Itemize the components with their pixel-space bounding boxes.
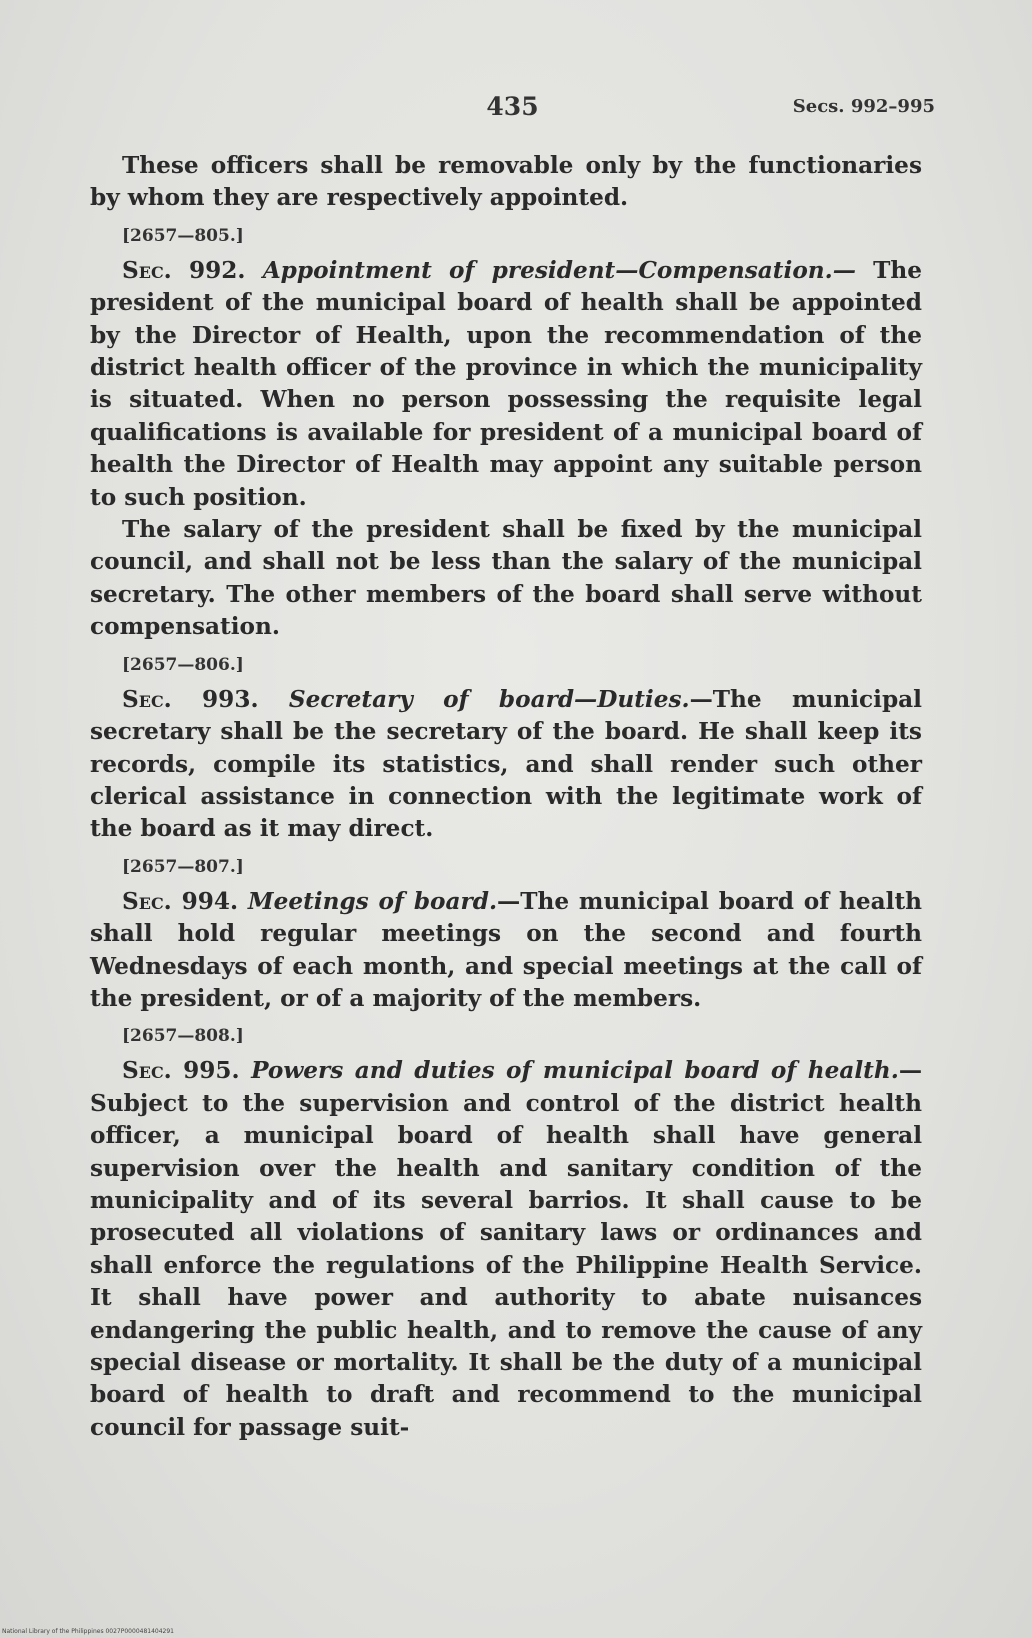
section-number: Sec. 994.	[122, 887, 239, 915]
section-body: The president of the municipal board of health shall be appointed by the Director of Health, upon the recommendation of the district health officer of the province in which the municipality is situated. When no person possessing the requisite legal qualifications is available for president of a municipal board of health the Director of Health may appoint any suitable person to such position.	[90, 256, 923, 511]
section-title: Powers and duties of municipal board of health.	[251, 1057, 899, 1085]
page-header	[90, 92, 935, 132]
section-number: Sec. 993.	[122, 685, 259, 713]
section-title: Meetings of board.	[247, 887, 498, 915]
section-body: —The municipal secretary shall be the secretary of the board. He shall keep its records, compile its statistics, and shall render such other clerical assistance in connection with the legitimate work of the board as it may direct.	[90, 685, 922, 843]
section-number: Sec. 995.	[122, 1057, 240, 1085]
citation-ref: [2657—808.]	[122, 1026, 244, 1047]
section-title: Secretary of board—Duties.	[288, 685, 690, 713]
section-993	[90, 684, 922, 846]
paragraph-continuation: These officers shall be removable only by the functionaries by whom they are respectively appointed.	[90, 152, 922, 212]
citation-ref: [2657—806.]	[122, 654, 244, 675]
section-992	[90, 255, 922, 514]
page-body	[90, 150, 922, 1444]
section-body: —The municipal board of health shall hold regular meetings on the second and fourth Wednesdays of each month, and special meetings at the call of the president, or of a majority of the members.	[90, 887, 923, 1012]
citation-ref: [2657—807.]	[122, 856, 244, 877]
scan-footer: National Library of the Philippines 0027P0000481404291	[2, 1628, 174, 1635]
section-body: —Subject to the supervision and control of the district health officer, a municipal board of health shall have general supervision over the health and sanitary condition of the municipality and of its several barrios. It shall cause to be prosecuted all violations of sanitary laws or ordinances and shall enforce the regulations of the Philippine Health Service. It shall have power and authority to abate nuisances endangering the public health, and to remove the cause of any special disease or mortality. It shall be the duty of a municipal board of health to draft and recommend to the municipal council for passage suit-	[90, 1057, 923, 1441]
running-head: Secs. 992–995	[792, 96, 935, 117]
section-994	[90, 886, 922, 1016]
section-number: Sec. 992.	[122, 256, 246, 284]
citation-ref: [2657—805.]	[122, 225, 244, 246]
section-title: Appointment of president—Compensation.—	[262, 256, 856, 284]
page-number: 435	[486, 92, 539, 121]
section-995	[90, 1055, 922, 1444]
section-992-paragraph-2: The salary of the president shall be fixed by the municipal council, and shall not be less than the salary of the municipal secretary. The other members of the board shall serve without compensation.	[90, 516, 922, 641]
